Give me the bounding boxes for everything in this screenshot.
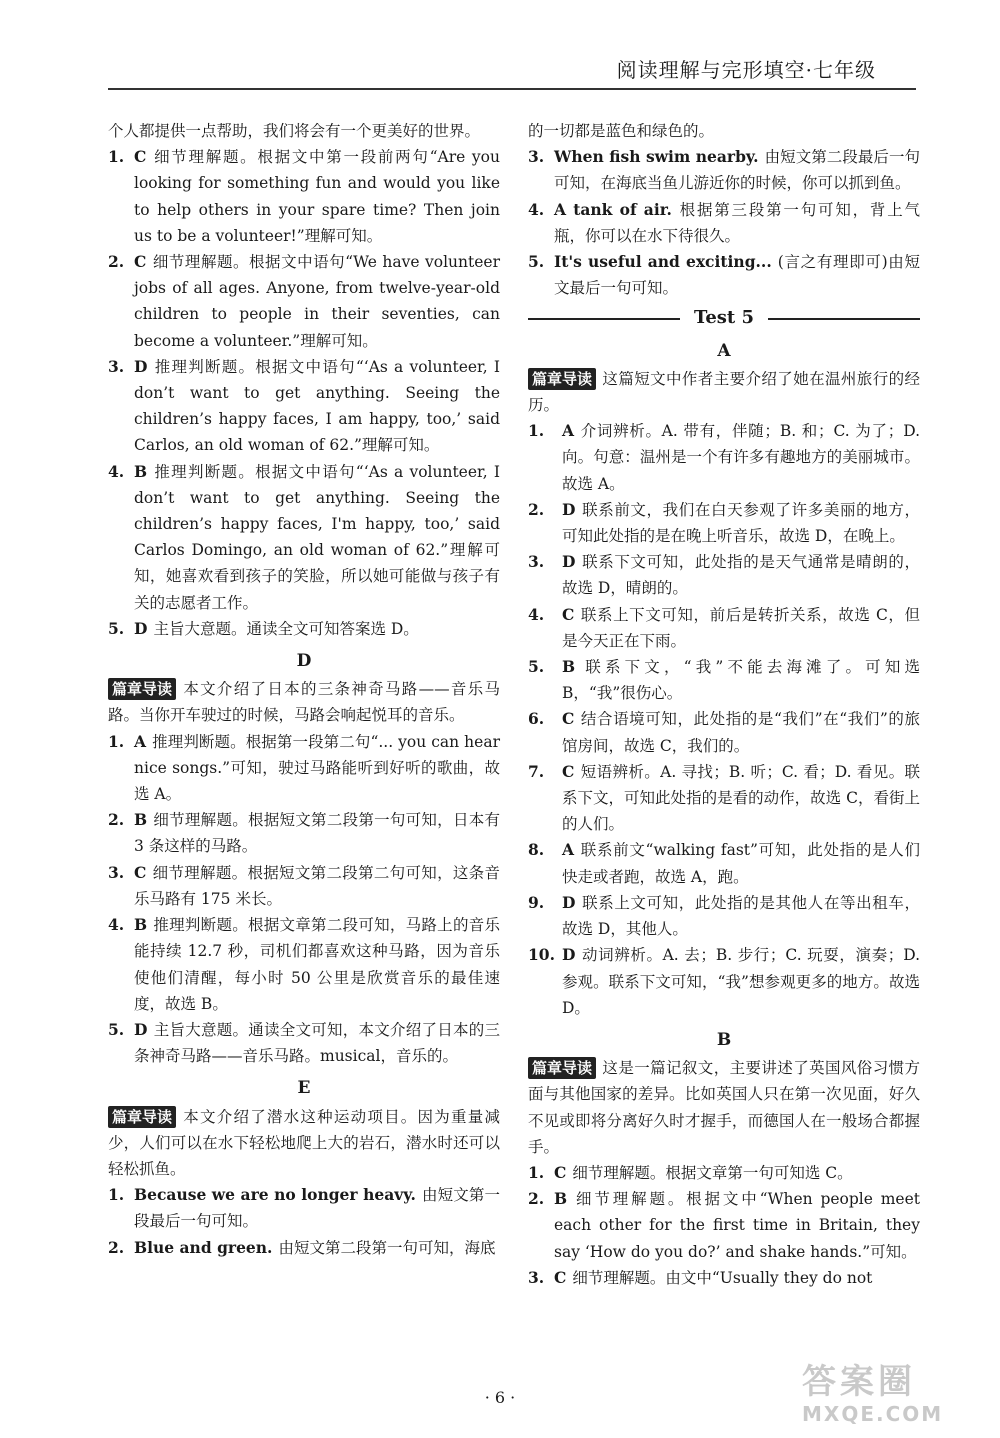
item-number: 5. [108,1019,125,1039]
page-header [108,48,916,90]
item-body [562,497,920,549]
item-answer: D [134,1019,148,1039]
item-answer: D [562,945,576,965]
item-number: 4. [528,604,545,624]
item-number: 5. [108,618,125,638]
section-a-guide [528,366,920,418]
item-number: 1. [108,147,125,167]
item-answer: D [562,892,576,912]
section-b-guide [528,1055,920,1160]
guide-badge: 篇章导读 [108,678,176,700]
item-number: 4. [108,915,125,935]
item-number: 7. [528,761,545,781]
item-answer: Blue and green. [134,1237,273,1257]
section-c-answers [108,144,500,642]
item-number: 2. [528,499,545,519]
divider [528,318,680,320]
watermark-logo [802,1362,972,1432]
answer-item [108,1235,500,1261]
item-explanation: 推理判断题。根据第一段第二句“... you can hear nice songs.”可知，驶过马路能听到好听的歌曲，故选 A。 [134,732,500,804]
item-number: 3. [528,147,545,167]
answer-item [108,144,500,249]
item-body [562,706,920,758]
answer-item [528,602,920,654]
item-body [562,654,920,706]
guide-badge: 篇章导读 [528,368,596,390]
item-answer: B [134,810,148,830]
section-e-heading: E [297,1078,311,1099]
answer-item [528,759,920,838]
item-body [554,1186,920,1265]
item-body [134,144,500,249]
item-number: 5. [528,252,545,272]
divider [768,318,920,320]
item-number: 6. [528,709,545,729]
answer-item [108,459,500,616]
item-answer: D [562,552,576,572]
section-e-answers [108,1182,500,1261]
item-answer: C [562,709,575,729]
item-number: 4. [528,199,545,219]
section-d-answers [108,729,500,1070]
item-number: 1. [108,1185,125,1205]
item-explanation: 细节理解题。根据短文第二段第一句可知，日本有 3 条这样的马路。 [134,811,500,856]
item-answer: A [562,421,575,441]
item-number: 3. [108,862,125,882]
item-explanation: 由短文第二段最后一句可知，在海底当鱼儿游近你的时候，你可以抓到鱼。 [554,148,920,193]
item-answer: C [134,252,147,272]
item-number: 1. [108,731,125,751]
section-b-heading: B [716,1029,732,1050]
answer-item [528,197,920,249]
answer-item [108,354,500,459]
item-body [554,197,920,249]
item-body [562,759,920,838]
item-body [134,459,500,616]
item-body [134,1235,500,1261]
item-number: 2. [108,252,125,272]
item-body [562,602,920,654]
item-answer: A tank of air. [554,199,672,219]
answer-item [528,144,920,196]
answer-item [528,549,920,601]
answer-item [528,837,920,889]
answer-item [528,249,920,301]
answer-item [108,1017,500,1069]
page-number: · 6 · [484,1388,516,1407]
item-explanation: 推理判断题。根据文章第二段可知，马路上的音乐能持续 12.7 秒，司机们都喜欢这种马路，因为音乐使他们清醒，每小时 50 公里是欣赏音乐的最佳速度，故选 B。 [134,916,500,1013]
answer-item [528,890,920,942]
item-explanation: 细节理解题。根据文中语句“We have volunteer jobs of all ages. Anyone, from twelve-year-old children to people in their seventies, can become a volunteer.”理解可知。 [134,253,500,350]
item-explanation: 由短文第二段第一句可知，海底 [278,1238,496,1257]
item-answer: B [554,1189,568,1209]
item-answer: C [134,147,147,167]
item-explanation: 细节理解题。由文中“Usually they do not [572,1268,873,1287]
answer-item [528,654,920,706]
item-number: 1. [528,1162,545,1182]
section-e-guide [108,1104,500,1183]
item-number: 10. [528,945,555,965]
item-answer: C [562,761,575,781]
item-number: 3. [108,356,125,376]
item-number: 5. [528,657,545,677]
section-d-heading: D [296,651,312,672]
item-answer: D [134,618,148,638]
item-answer: C [562,604,575,624]
item-explanation: 细节理解题。根据文中“When people meet each other for the first time in Britain, they say ‘How do you do?’ and shake hands.”可知。 [554,1190,920,1261]
answer-item [528,1186,920,1265]
item-number: 2. [528,1189,545,1209]
answer-item [528,706,920,758]
guide-text: 本文介绍了日本的三条神奇马路——音乐马路。当你开车驶过的时候，马路会响起悦耳的音乐。 [108,680,500,725]
item-explanation: 细节理解题。根据短文第二段第二句可知，这条音乐马路有 175 米长。 [134,863,500,908]
right-column [528,118,920,1291]
item-number: 3. [528,552,545,572]
item-explanation: 根据第三段第一句可知，背上气瓶，你可以在水下待很久。 [554,200,920,245]
item-number: 1. [528,421,545,441]
item-answer: C [554,1162,567,1182]
watermark-url: MXQE.COM [802,1402,944,1426]
answer-item [108,807,500,859]
item-explanation: 联系下文可知，此处指的是天气通常是晴朗的，故选 D，晴朗的。 [562,553,920,598]
item-explanation: 联系上文可知，此处指的是其他人在等出租车，故选 D，其他人。 [562,893,920,939]
watermark-text: 答案圈 [802,1362,916,1402]
answer-item [108,1182,500,1234]
test-5-heading [528,305,920,331]
item-number: 2. [108,1237,125,1257]
item-answer: D [134,356,148,376]
item-body [554,144,920,196]
item-explanation: 动词辨析。A. 去；B. 步行；C. 玩耍，演奏；D. 参观。联系下文可知，“我”想参观更多的地方。故选 D。 [562,946,920,1017]
item-explanation: 主旨大意题。通读全文可知，本文介绍了日本的三条神奇马路——音乐马路。musical，音乐的。 [134,1020,500,1066]
item-body [562,549,920,601]
item-number: 8. [528,840,545,860]
answer-item [528,418,920,497]
item-answer: When fish swim nearby. [554,147,759,167]
item-body [554,1265,920,1291]
item-explanation: 介词辨析。A. 带有，伴随；B. 和；C. 为了；D. 向。句意：温州是一个有许多有趣地方的美丽城市。故选 A。 [562,422,920,493]
answer-item [108,616,500,642]
right-continued-text: 的一切都是蓝色和绿色的。 [528,122,715,140]
guide-text: 本文介绍了潜水这种运动项目。因为重量减少，人们可以在水下轻松地爬上大的岩石，潜水时还可以轻松抓鱼。 [108,1107,500,1178]
item-body [562,890,920,942]
item-body [134,249,500,354]
item-number: 4. [108,461,125,481]
item-explanation: 推理判断题。根据文中语句“‘As a volunteer, I don’t want to get anything. Seeing the children’s happy faces, I'm happy, too,’ said Carlos Domingo, an old woman of 62.”理解可知，她喜欢看到孩子的笑脸，所以她可能做与孩子有关的志愿者工作。 [134,462,500,612]
item-explanation: 联系下文，“我”不能去海滩了。可知选 B，“我”很伤心。 [562,658,920,703]
item-body [562,837,920,889]
item-explanation: 短语辨析。A. 寻找；B. 听；C. 看；D. 看见。联系下文，可知此处指的是看的动作，故选 C，看街上的人们。 [562,762,920,834]
item-number: 2. [108,810,125,830]
item-answer: Because we are no longer heavy. [134,1185,416,1205]
item-answer: C [134,862,147,882]
item-explanation: 推理判断题。根据文中语句“‘As a volunteer, I don’t want to get anything. Seeing the children’s happy faces, I am happy, too,’ said Carlos, an old woman of 62.”理解可知。 [134,357,500,455]
item-explanation: 联系前文，我们在白天参观了许多美丽的地方，可知此处指的是在晚上听音乐，故选 D，在晚上。 [562,500,920,546]
answer-item [528,1265,920,1291]
section-b-answers [528,1160,920,1291]
item-answer: It's useful and exciting... [554,252,772,272]
item-explanation: 主旨大意题。通读全文可知答案选 D。 [153,619,419,638]
item-explanation: 细节理解题。根据文章第一句可知选 C。 [572,1163,853,1182]
guide-text: 这是一篇记叙文，主要讲述了英国风俗习惯方面与其他国家的差异。比如英国人只在第一次见面，好久不见或即将分离好久时才握手，而德国人在一般场合都握手。 [528,1059,920,1156]
item-explanation: 联系上下文可知，前后是转折关系，故选 C，但是今天正在下雨。 [562,605,920,650]
item-body [554,1160,920,1186]
item-number: 3. [528,1267,545,1287]
item-explanation: 结合语境可知，此处指的是“我们”在“我们”的旅馆房间，故选 C，我们的。 [562,710,920,755]
answer-item [528,497,920,549]
item-explanation: 联系前文“walking fast”可知，此处指的是人们快走或者跑，故选 A，跑。 [562,841,920,886]
section-a-heading: A [717,340,731,361]
guide-badge: 篇章导读 [108,1106,176,1128]
section-a-answers [528,418,920,1021]
item-explanation: 由短文第一段最后一句可知。 [134,1186,500,1231]
item-body [134,1017,500,1069]
item-explanation: 细节理解题。根据文中第一段前两句“Are you looking for something fun and would you like to help others in your spare time? Then join us to be a volunteer!”理解可知。 [134,148,500,245]
item-explanation: (言之有理即可)由短文最后一句可知。 [554,253,920,298]
answer-item [528,1160,920,1186]
left-column [108,118,500,1261]
header-title: 阅读理解与完形填空·七年级 [616,58,876,82]
test-label: Test 5 [693,307,755,329]
item-answer: A [562,840,575,860]
item-body [134,354,500,459]
item-body [554,249,920,301]
left-intro-text: 个人都提供一点帮助，我们将会有一个更美好的世界。 [108,122,481,140]
section-e-answers-cont [528,144,920,301]
answer-item [108,729,500,808]
item-answer: A [134,731,147,751]
section-d-guide [108,676,500,728]
item-body [134,912,500,1017]
item-body [134,807,500,859]
answer-item [528,942,920,1021]
item-body [134,729,500,808]
item-body [134,860,500,912]
item-body [134,616,500,642]
item-body [134,1182,500,1234]
guide-badge: 篇章导读 [528,1057,596,1079]
answer-item [108,860,500,912]
answer-item [108,249,500,354]
item-answer: B [134,461,148,481]
item-answer: B [562,657,576,677]
item-number: 9. [528,892,545,912]
guide-text: 这篇短文中作者主要介绍了她在温州旅行的经历。 [528,369,920,415]
item-body [562,942,920,1021]
item-answer: C [554,1267,567,1287]
item-answer: D [562,499,576,519]
item-body [562,418,920,497]
item-answer: B [134,915,148,935]
answer-item [108,912,500,1017]
